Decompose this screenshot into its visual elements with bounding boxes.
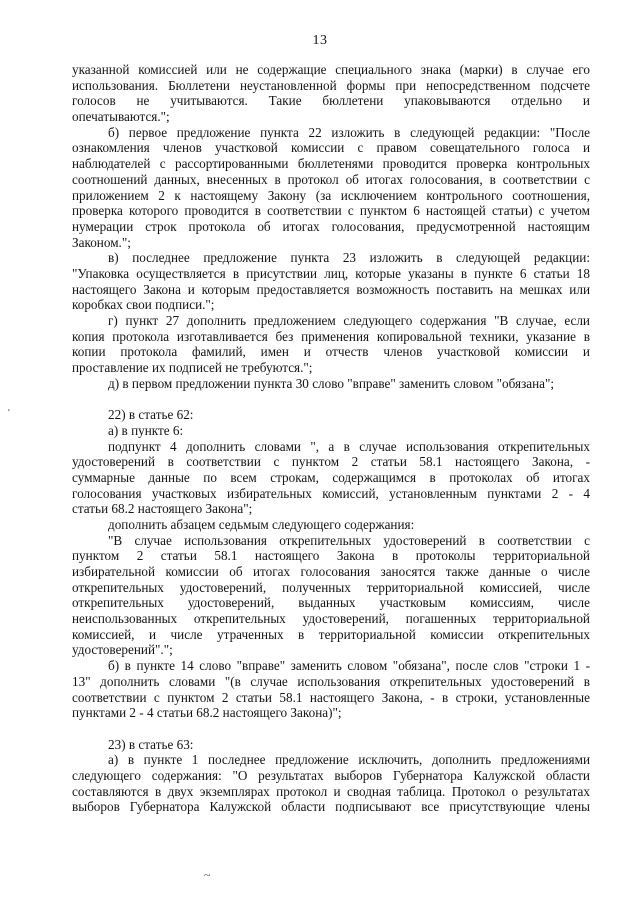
- paragraph: [72, 407, 590, 423]
- paragraph: [72, 533, 590, 659]
- text-line: голосования участковых избирательных комиссий, установленным пунктами 2 - 4: [72, 485, 590, 501]
- paragraph: [72, 250, 590, 313]
- text-line: дополнить абзацем седьмым следующего содержания:: [108, 516, 415, 532]
- text-line: статьи 68.2 настоящего Закона";: [72, 501, 253, 517]
- text-line: соотношений данных, внесенных в протокол об итогах голосования, в соответствии с: [72, 171, 590, 187]
- text-line: копии протокола фамилий, имен и отчеств членов участковой комиссии и: [72, 344, 590, 360]
- text-line: Законом.";: [72, 234, 131, 250]
- text-line: 13" дополнить словами "(в случае использования открепительных удостоверений в: [72, 673, 590, 689]
- text-line: неиспользованных открепительных удостоверений, погашенных территориальной: [72, 611, 590, 627]
- text-line: "В случае использования открепительных удостоверений в соответствии с: [108, 532, 590, 548]
- paragraph: [72, 62, 590, 125]
- paragraph: [72, 737, 590, 753]
- text-line: выборов Губернатора Калужской области подписывают все присутствующие члены: [72, 799, 590, 815]
- text-line: 22) в статье 62:: [108, 407, 194, 423]
- text-line: опечатываются.";: [72, 109, 170, 125]
- text-line: пунктом 2 статьи 58.1 настоящего Закона в протоколы территориальной: [72, 548, 590, 564]
- text-line: копия протокола изготавливается без применения копировальной техники, указание в: [72, 328, 590, 344]
- text-line: нумерации строк протокола об итогах голосования, предусмотренной настоящим: [72, 218, 590, 234]
- text-line: проставление их подписей не требуются.";: [72, 360, 313, 376]
- text-line: "Упаковка осуществляется в присутствии лиц, которые указаны в пункте 6 статьи 18: [72, 265, 590, 281]
- text-line: д) в первом предложении пункта 30 слово "вправе" заменить словом "обязана";: [108, 375, 555, 391]
- text-line: удостоверений в соответствии с пунктом 2 статьи 58.1 настоящего Закона, -: [72, 454, 590, 470]
- text-line: использования. Бюллетени неустановленной формы при непосредственном подсчете: [72, 77, 590, 93]
- text-line: настоящего Закона и которым предоставляется возможность поставить на мешках или: [72, 281, 590, 297]
- paragraph: [72, 423, 590, 439]
- text-line: суммарные данные по всем строкам, содержащимся в протоколах об итогах: [72, 469, 590, 485]
- paragraph-gap: [72, 721, 590, 737]
- paragraph: [72, 376, 590, 392]
- paragraph: [72, 313, 590, 376]
- text-line: открепительных удостоверений, полученных территориальной комиссией, числе: [72, 579, 590, 595]
- text-line: б) в пункте 14 слово "вправе" заменить словом "обязана", после слов "строки 1 -: [108, 658, 590, 674]
- text-line: комиссией, и числе утраченных в территориальной комиссии открепительных: [72, 626, 590, 642]
- text-line: соответствии с пунктом 2 статьи 58.1 настоящего Закона, - в строки, установленные: [72, 689, 590, 705]
- paragraph-gap: [72, 391, 590, 407]
- text-line: голосов не учитываются. Такие бюллетени упаковываются отдельно и: [72, 93, 590, 109]
- paragraph: [72, 439, 590, 517]
- document-body: [72, 62, 590, 815]
- text-line: б) первое предложение пункта 22 изложить в следующей редакции: "После: [108, 124, 590, 140]
- paragraph: [72, 752, 590, 815]
- text-line: указанной комиссией или не содержащие специального знака (марки) в случае его: [72, 62, 590, 77]
- text-line: 23) в статье 63:: [108, 736, 194, 752]
- text-line: подпункт 4 дополнить словами ", а в случае использования открепительных: [108, 438, 590, 454]
- text-line: открепительных удостоверений, выданных участковым комиссиям, числе: [72, 595, 590, 611]
- margin-mark: ': [8, 408, 10, 419]
- text-line: в) последнее предложение пункта 23 изложить в следующей редакции:: [108, 250, 590, 266]
- text-line: а) в пункте 1 последнее предложение исключить, дополнить предложениями: [108, 752, 590, 768]
- text-line: наблюдателей с рассортированными бюллетенями проводится проверка контрольных: [72, 156, 590, 172]
- text-line: пунктами 2 - 4 статьи 68.2 настоящего Закона)";: [72, 705, 342, 721]
- paragraph: [72, 125, 590, 251]
- text-line: проверка которого проводится в соответствии с пунктом 6 настоящей статьи) с учетом: [72, 203, 590, 219]
- text-line: коробках свои подписи.";: [72, 297, 215, 313]
- text-line: г) пункт 27 дополнить предложением следующего содержания "В случае, если: [108, 313, 590, 328]
- text-line: а) в пункте 6:: [108, 422, 184, 438]
- text-line: приложением 2 к настоящему Закону (за исключением контрольного соотношения,: [72, 187, 590, 203]
- paragraph: [72, 517, 590, 533]
- text-line: избирательной комиссии об итогах голосования заносятся также данные о числе: [72, 564, 590, 579]
- text-line: удостоверений".";: [72, 642, 173, 658]
- text-line: следующего содержания: "О результатах выборов Губернатора Калужской области: [72, 767, 590, 783]
- bottom-mark: ~: [204, 868, 211, 882]
- paragraph: [72, 658, 590, 721]
- text-line: ознакомления членов участковой комиссии с правом совещательного голоса и: [72, 140, 590, 156]
- text-line: составляются в двух экземплярах протокол и сводная таблица. Протокол о результатах: [72, 783, 590, 799]
- page-number: 13: [312, 33, 328, 48]
